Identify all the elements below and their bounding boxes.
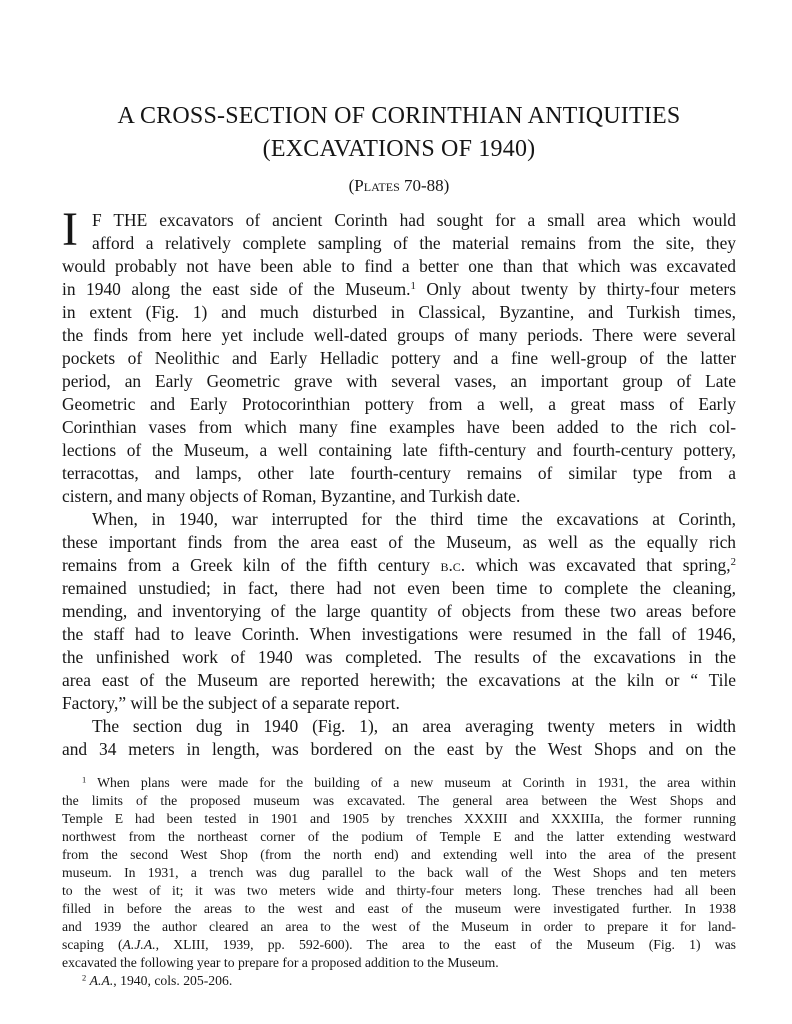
- drop-cap: I: [62, 203, 78, 256]
- footnote-text: scaping (: [62, 937, 123, 952]
- body-line: area east of the Museum are reported herewith; the excavations at the kiln or “ Tile: [62, 670, 736, 690]
- body-line: afford a relatively complete sampling of the material remains from the site, they: [92, 233, 736, 253]
- footnote-line: [62, 936, 736, 954]
- article-title: A CROSS-SECTION OF CORINTHIAN ANTIQUITIES: [117, 103, 681, 129]
- body-line: pockets of Neolithic and Early Helladic pottery and a fine well-group of the latter: [62, 348, 736, 368]
- body-line: cistern, and many objects of Roman, Byzantine, and Turkish date.: [62, 486, 521, 506]
- body-line: and 34 meters in length, was bordered on the east by the West Shops and on the: [62, 739, 736, 759]
- body-line: When, in 1940, war interrupted for the third time the excavations at Corinth,: [92, 509, 736, 529]
- footnote-number: 1: [82, 774, 87, 785]
- body-line: F THE excavators of ancient Corinth had sought for a small area which would: [92, 210, 736, 230]
- body-line: Factory,” will be the subject of a separate report.: [62, 693, 400, 713]
- body-line: would probably not have been able to find a better one than that which was excavated: [62, 256, 736, 276]
- footnote-ref-1[interactable]: 1: [410, 280, 416, 293]
- footnote-1: [82, 774, 736, 792]
- body-text: which was excavated that spring,: [465, 555, 731, 575]
- footnote-line: northwest from the northeast corner of the podium of Temple E and the latter extending westward: [62, 829, 736, 844]
- body-line: terracottas, and lamps, other late fourth-century remains of similar type from a: [62, 463, 736, 483]
- body-line: Geometric and Early Protocorinthian pottery from a well, a great mass of Early: [62, 394, 736, 414]
- footnote-line: the limits of the proposed museum was excavated. The general area between the West Shops and: [62, 793, 736, 808]
- footnote-line: excavated the following year to prepare for a proposed addition to the Museum.: [62, 955, 499, 970]
- footnote-line: Temple E had been tested in 1901 and 1905 by trenches XXXIII and XXXIIIa, the former running: [62, 811, 736, 826]
- body-line: these important finds from the area east of the Museum, as well as the equally rich: [62, 532, 736, 552]
- body-line: [62, 554, 736, 577]
- footnote-text: , 1940, cols. 205-206.: [113, 973, 233, 988]
- body-line: The section dug in 1940 (Fig. 1), an area averaging twenty meters in width: [92, 716, 736, 736]
- footnote-text: When plans were made for the building of a new museum at Corinth in 1931, the area within: [86, 775, 736, 790]
- footnote-line: from the second West Shop (from the north end) and extending well into the area of the present: [62, 847, 736, 862]
- body-line: Corinthian vases from which many fine examples have been added to the rich col-: [62, 417, 736, 437]
- body-line: period, an Early Geometric grave with several vases, an important group of Late: [62, 371, 736, 391]
- footnote-number: 2: [82, 972, 87, 983]
- body-line: the unfinished work of 1940 was completed. The results of the excavations in the: [62, 647, 736, 667]
- body-line: the staff had to leave Corinth. When investigations were resumed in the fall of 1946,: [62, 624, 736, 644]
- body-line: mending, and inventorying of the large quantity of objects from these two areas before: [62, 601, 736, 621]
- journal-citation: A.J.A.: [122, 937, 156, 952]
- footnote-2: [82, 972, 736, 990]
- footnote-line: museum. In 1931, a trench was dug parallel to the back wall of the West Shops and ten meters: [62, 865, 736, 880]
- journal-citation: A.A.: [89, 973, 114, 988]
- body-line: remained unstudied; in fact, there had not even been time to complete the cleaning,: [62, 578, 736, 598]
- body-text: Only about twenty by thirty-four meters: [415, 279, 736, 299]
- body-line: in extent (Fig. 1) and much disturbed in Classical, Byzantine, and Turkish times,: [62, 302, 736, 322]
- article-subtitle: (EXCAVATIONS OF 1940): [262, 136, 536, 162]
- plates-reference: (Plates 70-88): [348, 176, 450, 195]
- footnote-line: to the west of it; it was two meters wide and thirty-four meters long. These trenches had all been: [62, 883, 736, 898]
- body-line: lections of the Museum, a well containing late fifth-century and fourth-century pottery,: [62, 440, 736, 460]
- body-text: remains from a Greek kiln of the fifth century: [62, 555, 441, 575]
- body-line: [62, 278, 736, 301]
- era-abbreviation: b.c.: [440, 555, 466, 575]
- body-text: in 1940 along the east side of the Museum.: [62, 279, 411, 299]
- footnote-text: , XLIII, 1939, pp. 592-600). The area to the east of the Museum (Fig. 1) was: [155, 937, 736, 952]
- footnote-line: filled in before the areas to the west and east of the museum were investigated further. In 1938: [62, 901, 736, 916]
- footnote-ref-2[interactable]: 2: [730, 556, 736, 569]
- footnote-line: and 1939 the author cleared an area to the west of the Museum in order to prepare it for land-: [62, 919, 736, 934]
- body-line: the finds from here yet include well-dated groups of many periods. There were several: [62, 325, 736, 345]
